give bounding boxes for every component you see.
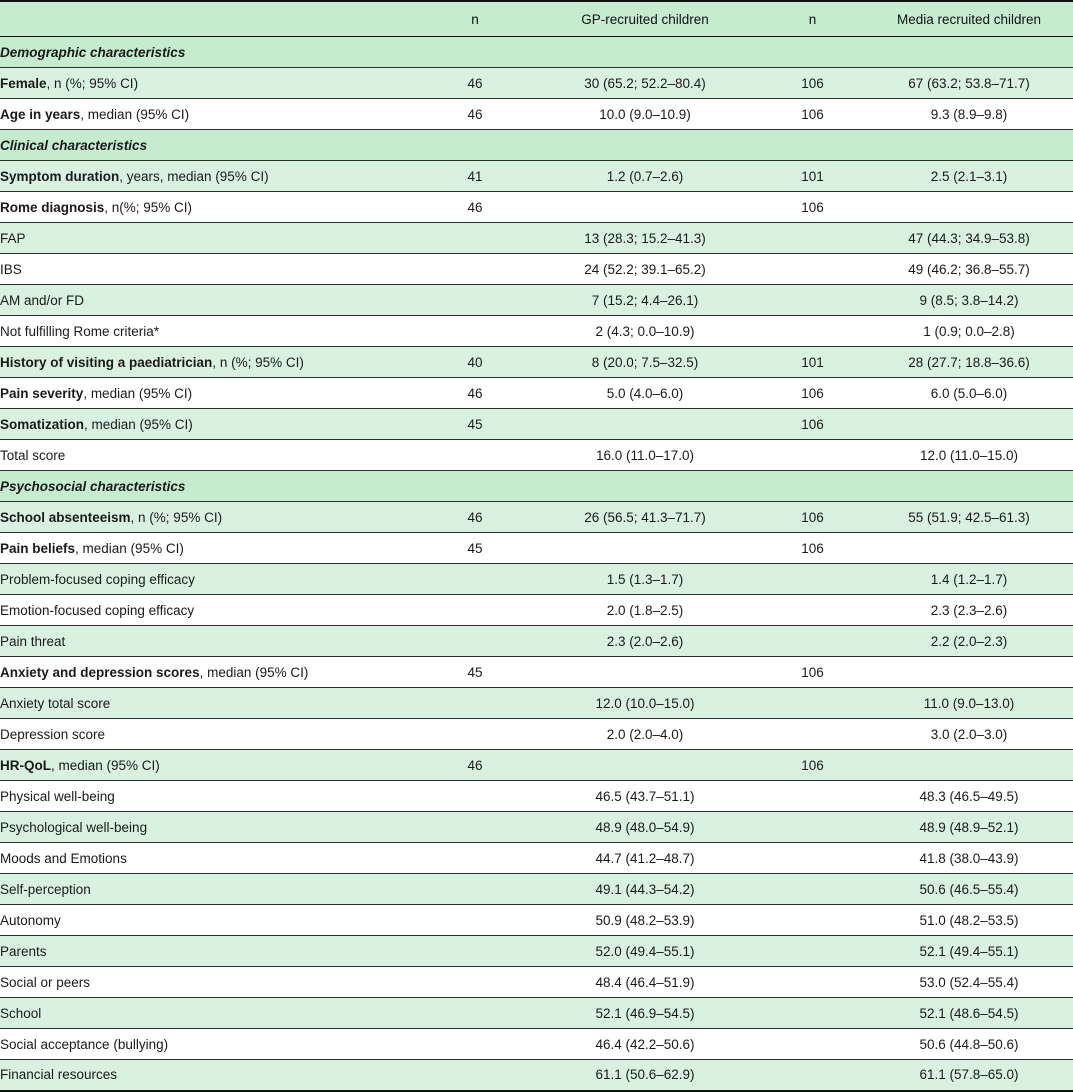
cell-n-media: 106 bbox=[760, 378, 865, 409]
cell-n-media: 106 bbox=[760, 409, 865, 440]
cell-n-media: 106 bbox=[760, 68, 865, 99]
row-label-bold: Pain severity bbox=[0, 385, 84, 401]
cell-n-media bbox=[760, 781, 865, 812]
row-label-rest: , n (%; 95% CI) bbox=[130, 509, 223, 525]
cell-n-media bbox=[760, 254, 865, 285]
cell-n-gp bbox=[420, 626, 530, 657]
cell-n-gp bbox=[420, 688, 530, 719]
cell-value-media: 47 (44.3; 34.9–53.8) bbox=[865, 223, 1073, 254]
cell-value-gp: 48.9 (48.0–54.9) bbox=[530, 812, 760, 843]
cell-value-media: 67 (63.2; 53.8–71.7) bbox=[865, 68, 1073, 99]
table-row bbox=[0, 812, 1073, 843]
cell-n-media: 106 bbox=[760, 192, 865, 223]
row-label-rest: Moods and Emotions bbox=[0, 850, 127, 866]
row-label-rest: Total score bbox=[0, 447, 66, 463]
table-row bbox=[0, 502, 1073, 533]
cell-value-media bbox=[865, 192, 1073, 223]
cell-n-gp: 46 bbox=[420, 502, 530, 533]
row-label-rest: , median (95% CI) bbox=[51, 757, 160, 773]
section-title-text: Psychosocial characteristics bbox=[0, 478, 186, 494]
table-row bbox=[0, 316, 1073, 347]
cell-value-media: 6.0 (5.0–6.0) bbox=[865, 378, 1073, 409]
section-title-text: Clinical characteristics bbox=[0, 137, 148, 153]
cell-value-gp: 30 (65.2; 52.2–80.4) bbox=[530, 68, 760, 99]
row-label-rest: , n(%; 95% CI) bbox=[104, 199, 193, 215]
table-row bbox=[0, 99, 1073, 130]
cell-value-media: 55 (51.9; 42.5–61.3) bbox=[865, 502, 1073, 533]
row-label bbox=[0, 750, 420, 781]
table-row bbox=[0, 409, 1073, 440]
cell-value-gp: 50.9 (48.2–53.9) bbox=[530, 905, 760, 936]
row-label-rest: Emotion-focused coping efficacy bbox=[0, 602, 195, 618]
cell-value-media: 1 (0.9; 0.0–2.8) bbox=[865, 316, 1073, 347]
cell-value-media: 9.3 (8.9–9.8) bbox=[865, 99, 1073, 130]
table-row bbox=[0, 533, 1073, 564]
row-label-rest: Problem-focused coping efficacy bbox=[0, 571, 195, 587]
cell-value-media bbox=[865, 657, 1073, 688]
section-title bbox=[0, 37, 1073, 68]
cell-value-gp: 13 (28.3; 15.2–41.3) bbox=[530, 223, 760, 254]
row-label bbox=[0, 502, 420, 533]
cell-n-media: 106 bbox=[760, 533, 865, 564]
cell-value-media: 41.8 (38.0–43.9) bbox=[865, 843, 1073, 874]
cell-value-media: 11.0 (9.0–13.0) bbox=[865, 688, 1073, 719]
row-label bbox=[0, 68, 420, 99]
cell-value-gp: 8 (20.0; 7.5–32.5) bbox=[530, 347, 760, 378]
cell-value-media: 49 (46.2; 36.8–55.7) bbox=[865, 254, 1073, 285]
cell-n-gp: 46 bbox=[420, 99, 530, 130]
section-title bbox=[0, 130, 1073, 161]
table-row bbox=[0, 254, 1073, 285]
row-label bbox=[0, 781, 420, 812]
cell-n-media: 101 bbox=[760, 347, 865, 378]
cell-n-gp bbox=[420, 316, 530, 347]
table-row bbox=[0, 347, 1073, 378]
table-row bbox=[0, 874, 1073, 905]
column-header-label bbox=[0, 1, 420, 37]
cell-n-media: 106 bbox=[760, 657, 865, 688]
cell-value-media: 2.5 (2.1–3.1) bbox=[865, 161, 1073, 192]
cell-n-media: 106 bbox=[760, 99, 865, 130]
cell-value-media: 48.3 (46.5–49.5) bbox=[865, 781, 1073, 812]
table-row bbox=[0, 657, 1073, 688]
row-label bbox=[0, 812, 420, 843]
cell-n-media bbox=[760, 998, 865, 1029]
row-label-rest: Anxiety total score bbox=[0, 695, 111, 711]
cell-value-media bbox=[865, 533, 1073, 564]
column-header-media-recruited: Media recruited children bbox=[865, 1, 1073, 37]
cell-n-media: 106 bbox=[760, 502, 865, 533]
cell-value-gp: 2.0 (2.0–4.0) bbox=[530, 719, 760, 750]
cell-n-media: 101 bbox=[760, 161, 865, 192]
table-row bbox=[0, 998, 1073, 1029]
row-label-rest: Financial resources bbox=[0, 1067, 118, 1083]
cell-value-media: 52.1 (49.4–55.1) bbox=[865, 936, 1073, 967]
cell-n-gp bbox=[420, 874, 530, 905]
row-label-rest: Self-perception bbox=[0, 881, 91, 897]
row-label bbox=[0, 440, 420, 471]
cell-n-media: 106 bbox=[760, 750, 865, 781]
column-header-n-media: n bbox=[760, 1, 865, 37]
row-label-rest: , median (95% CI) bbox=[84, 416, 193, 432]
row-label-rest: IBS bbox=[0, 261, 22, 277]
table-header bbox=[0, 1, 1073, 37]
table-row bbox=[0, 905, 1073, 936]
cell-n-media bbox=[760, 564, 865, 595]
row-label-rest: Not fulfilling Rome criteria* bbox=[0, 323, 160, 339]
cell-n-media bbox=[760, 626, 865, 657]
row-label-rest: Pain threat bbox=[0, 633, 66, 649]
cell-n-gp bbox=[420, 998, 530, 1029]
row-label bbox=[0, 967, 420, 998]
cell-value-gp bbox=[530, 750, 760, 781]
cell-value-gp: 12.0 (10.0–15.0) bbox=[530, 688, 760, 719]
cell-value-gp: 10.0 (9.0–10.9) bbox=[530, 99, 760, 130]
row-label bbox=[0, 533, 420, 564]
row-label-bold: Rome diagnosis bbox=[0, 199, 105, 215]
table-row bbox=[0, 68, 1073, 99]
table-section-row bbox=[0, 471, 1073, 502]
cell-n-media bbox=[760, 874, 865, 905]
cell-value-gp: 24 (52.2; 39.1–65.2) bbox=[530, 254, 760, 285]
cell-n-media bbox=[760, 843, 865, 874]
row-label-rest: , n (%; 95% CI) bbox=[212, 354, 304, 370]
row-label-bold: History of visiting a paediatrician bbox=[0, 354, 213, 370]
cell-n-gp bbox=[420, 440, 530, 471]
row-label-rest: , median (95% CI) bbox=[75, 540, 184, 556]
row-label-rest: Psychological well-being bbox=[0, 819, 148, 835]
cell-n-gp bbox=[420, 223, 530, 254]
row-label bbox=[0, 316, 420, 347]
cell-value-gp: 7 (15.2; 4.4–26.1) bbox=[530, 285, 760, 316]
row-label bbox=[0, 223, 420, 254]
row-label bbox=[0, 254, 420, 285]
cell-n-media bbox=[760, 1029, 865, 1060]
cell-n-gp: 45 bbox=[420, 657, 530, 688]
table-body bbox=[0, 37, 1073, 1091]
cell-value-media bbox=[865, 750, 1073, 781]
cell-value-gp bbox=[530, 533, 760, 564]
cell-n-gp: 46 bbox=[420, 68, 530, 99]
cell-value-gp: 2.3 (2.0–2.6) bbox=[530, 626, 760, 657]
row-label bbox=[0, 1060, 420, 1091]
table-section-row bbox=[0, 130, 1073, 161]
cell-n-gp bbox=[420, 595, 530, 626]
cell-n-media bbox=[760, 1060, 865, 1091]
column-header-gp-recruited: GP-recruited children bbox=[530, 1, 760, 37]
table-row bbox=[0, 440, 1073, 471]
row-label-rest: , n (%; 95% CI) bbox=[46, 75, 139, 91]
table-row bbox=[0, 161, 1073, 192]
cell-value-gp: 2 (4.3; 0.0–10.9) bbox=[530, 316, 760, 347]
cell-n-gp: 41 bbox=[420, 161, 530, 192]
cell-value-media: 50.6 (44.8–50.6) bbox=[865, 1029, 1073, 1060]
row-label bbox=[0, 99, 420, 130]
table-row bbox=[0, 936, 1073, 967]
row-label-bold: Female bbox=[0, 75, 47, 91]
row-label-bold: Anxiety and depression scores bbox=[0, 664, 200, 680]
row-label bbox=[0, 192, 420, 223]
cell-n-media bbox=[760, 595, 865, 626]
row-label-rest: Parents bbox=[0, 943, 47, 959]
column-header-n-gp: n bbox=[420, 1, 530, 37]
row-label-bold: HR-QoL bbox=[0, 757, 51, 773]
cell-n-media bbox=[760, 936, 865, 967]
cell-value-gp: 52.1 (46.9–54.5) bbox=[530, 998, 760, 1029]
table-row bbox=[0, 967, 1073, 998]
cell-n-gp bbox=[420, 812, 530, 843]
row-label-bold: Symptom duration bbox=[0, 168, 120, 184]
cell-value-media: 51.0 (48.2–53.5) bbox=[865, 905, 1073, 936]
cell-n-gp bbox=[420, 843, 530, 874]
table-header-row bbox=[0, 1, 1073, 37]
cell-value-gp: 16.0 (11.0–17.0) bbox=[530, 440, 760, 471]
row-label bbox=[0, 998, 420, 1029]
cell-n-gp bbox=[420, 967, 530, 998]
table-row bbox=[0, 223, 1073, 254]
row-label bbox=[0, 285, 420, 316]
cell-n-gp: 46 bbox=[420, 378, 530, 409]
row-label bbox=[0, 564, 420, 595]
cell-n-gp: 46 bbox=[420, 192, 530, 223]
cell-value-media: 50.6 (46.5–55.4) bbox=[865, 874, 1073, 905]
table-row bbox=[0, 595, 1073, 626]
table-row bbox=[0, 626, 1073, 657]
cell-n-media bbox=[760, 967, 865, 998]
row-label-rest: Social or peers bbox=[0, 974, 91, 990]
cell-value-gp: 52.0 (49.4–55.1) bbox=[530, 936, 760, 967]
cell-n-media bbox=[760, 440, 865, 471]
row-label bbox=[0, 595, 420, 626]
row-label bbox=[0, 626, 420, 657]
cell-value-gp: 49.1 (44.3–54.2) bbox=[530, 874, 760, 905]
table-row bbox=[0, 688, 1073, 719]
table-row bbox=[0, 378, 1073, 409]
row-label bbox=[0, 409, 420, 440]
cell-n-media bbox=[760, 688, 865, 719]
section-title-text: Demographic characteristics bbox=[0, 44, 186, 60]
cell-value-media: 48.9 (48.9–52.1) bbox=[865, 812, 1073, 843]
cell-value-gp: 5.0 (4.0–6.0) bbox=[530, 378, 760, 409]
row-label-rest: Depression score bbox=[0, 726, 106, 742]
row-label-rest: , median (95% CI) bbox=[83, 385, 193, 401]
cell-n-gp bbox=[420, 905, 530, 936]
cell-n-gp bbox=[420, 936, 530, 967]
cell-value-media: 28 (27.7; 18.8–36.6) bbox=[865, 347, 1073, 378]
cell-n-media bbox=[760, 812, 865, 843]
cell-value-media: 2.3 (2.3–2.6) bbox=[865, 595, 1073, 626]
cell-n-gp bbox=[420, 564, 530, 595]
table-row bbox=[0, 1060, 1073, 1091]
cell-value-media: 2.2 (2.0–2.3) bbox=[865, 626, 1073, 657]
row-label-rest: Autonomy bbox=[0, 912, 61, 928]
cell-value-media: 1.4 (1.2–1.7) bbox=[865, 564, 1073, 595]
cell-n-gp bbox=[420, 1029, 530, 1060]
row-label bbox=[0, 905, 420, 936]
cell-value-media: 53.0 (52.4–55.4) bbox=[865, 967, 1073, 998]
row-label-bold: Age in years bbox=[0, 106, 81, 122]
table-row bbox=[0, 192, 1073, 223]
cell-value-gp: 1.2 (0.7–2.6) bbox=[530, 161, 760, 192]
row-label bbox=[0, 161, 420, 192]
row-label-rest: Physical well-being bbox=[0, 788, 115, 804]
row-label-rest: Social acceptance (bullying) bbox=[0, 1036, 169, 1052]
cell-n-gp bbox=[420, 1060, 530, 1091]
row-label-bold: Pain beliefs bbox=[0, 540, 76, 556]
table-row bbox=[0, 781, 1073, 812]
cell-value-gp bbox=[530, 657, 760, 688]
table-row bbox=[0, 719, 1073, 750]
cell-value-gp: 1.5 (1.3–1.7) bbox=[530, 564, 760, 595]
row-label-rest: , median (95% CI) bbox=[199, 664, 309, 680]
cell-n-gp bbox=[420, 285, 530, 316]
cell-n-gp: 45 bbox=[420, 533, 530, 564]
table-section-row bbox=[0, 37, 1073, 68]
table-row bbox=[0, 564, 1073, 595]
row-label-rest: AM and/or FD bbox=[0, 292, 85, 308]
table-row bbox=[0, 750, 1073, 781]
cell-value-gp: 46.5 (43.7–51.1) bbox=[530, 781, 760, 812]
table-row bbox=[0, 1029, 1073, 1060]
cell-n-gp: 45 bbox=[420, 409, 530, 440]
table-row bbox=[0, 285, 1073, 316]
cell-value-media: 12.0 (11.0–15.0) bbox=[865, 440, 1073, 471]
cell-value-media: 3.0 (2.0–3.0) bbox=[865, 719, 1073, 750]
cell-value-gp: 44.7 (41.2–48.7) bbox=[530, 843, 760, 874]
cell-n-gp: 40 bbox=[420, 347, 530, 378]
cell-value-gp: 48.4 (46.4–51.9) bbox=[530, 967, 760, 998]
row-label-rest: , years, median (95% CI) bbox=[119, 168, 269, 184]
cell-value-media bbox=[865, 409, 1073, 440]
row-label-rest: School bbox=[0, 1005, 42, 1021]
cell-n-media bbox=[760, 285, 865, 316]
cell-n-gp bbox=[420, 781, 530, 812]
cell-value-gp bbox=[530, 409, 760, 440]
row-label bbox=[0, 874, 420, 905]
row-label bbox=[0, 378, 420, 409]
row-label-bold: School absenteeism bbox=[0, 509, 131, 525]
section-title bbox=[0, 471, 1073, 502]
row-label bbox=[0, 719, 420, 750]
row-label bbox=[0, 843, 420, 874]
cell-n-gp bbox=[420, 719, 530, 750]
table-row bbox=[0, 843, 1073, 874]
cell-n-media bbox=[760, 905, 865, 936]
row-label bbox=[0, 936, 420, 967]
cell-n-gp bbox=[420, 254, 530, 285]
cell-n-media bbox=[760, 223, 865, 254]
row-label bbox=[0, 688, 420, 719]
cell-value-media: 9 (8.5; 3.8–14.2) bbox=[865, 285, 1073, 316]
cell-n-gp: 46 bbox=[420, 750, 530, 781]
cell-n-media bbox=[760, 719, 865, 750]
cell-value-gp: 2.0 (1.8–2.5) bbox=[530, 595, 760, 626]
row-label bbox=[0, 347, 420, 378]
row-label-rest: , median (95% CI) bbox=[80, 106, 190, 122]
cell-n-media bbox=[760, 316, 865, 347]
row-label bbox=[0, 657, 420, 688]
cell-value-media: 52.1 (48.6–54.5) bbox=[865, 998, 1073, 1029]
row-label-bold: Somatization bbox=[0, 416, 85, 432]
cell-value-gp: 46.4 (42.2–50.6) bbox=[530, 1029, 760, 1060]
cell-value-gp: 26 (56.5; 41.3–71.7) bbox=[530, 502, 760, 533]
row-label-rest: FAP bbox=[0, 230, 26, 246]
cell-value-gp bbox=[530, 192, 760, 223]
row-label bbox=[0, 1029, 420, 1060]
cell-value-media: 61.1 (57.8–65.0) bbox=[865, 1060, 1073, 1091]
cell-value-gp: 61.1 (50.6–62.9) bbox=[530, 1060, 760, 1091]
